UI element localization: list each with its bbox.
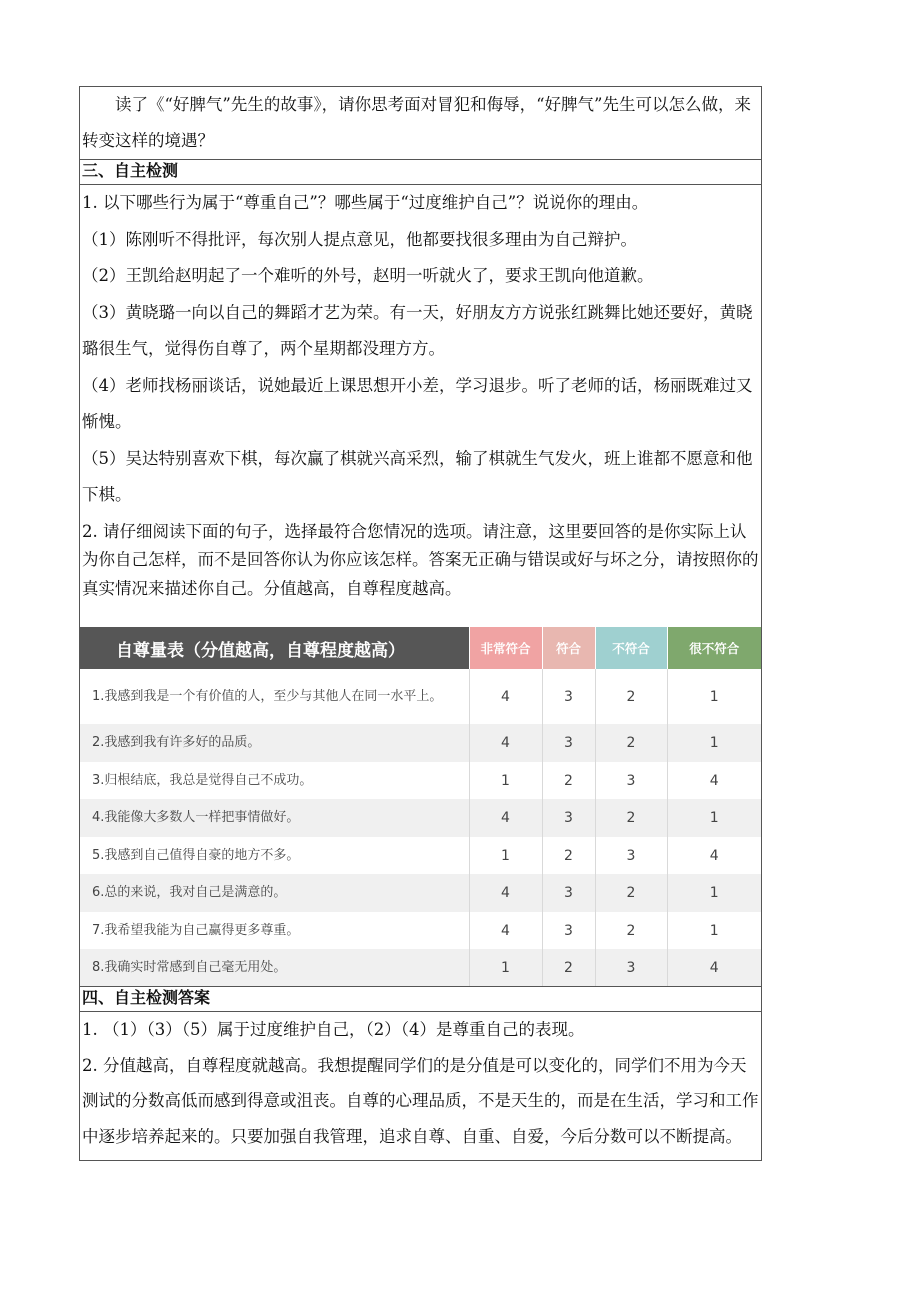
table-row — [80, 669, 761, 724]
section3-heading: 三、自主检测 — [82, 161, 179, 180]
col-header-disagree: 不符合 — [595, 627, 667, 669]
score-cell: 4 — [469, 799, 542, 837]
score-cell: 4 — [469, 724, 542, 762]
col-header-very-disagree: 很不符合 — [667, 627, 761, 669]
score-cell: 1 — [667, 669, 761, 724]
score-cell: 4 — [469, 874, 542, 912]
score-cell: 3 — [542, 724, 595, 762]
q1-item-2: （2）王凯给赵明起了一个难听的外号，赵明一听就火了，要求王凯向他道歉。 — [82, 266, 654, 285]
score-cell: 2 — [595, 912, 667, 949]
score-cell: 3 — [542, 912, 595, 949]
table-row — [80, 912, 761, 949]
table-row — [80, 837, 761, 874]
self-esteem-scale-table — [80, 627, 761, 986]
col-header-very-agree: 非常符合 — [469, 627, 542, 669]
section4-heading-row — [80, 987, 761, 1012]
table-row — [80, 874, 761, 912]
score-cell: 2 — [595, 874, 667, 912]
scale-title: 自尊量表（分值越高，自尊程度越高） — [80, 627, 469, 669]
scale-item: 1.我感到我是一个有价值的人，至少与其他人在同一水平上。 — [80, 669, 469, 724]
answer-1: 1. （1）（3）（5）属于过度维护自己，（2）（4）是尊重自己的表现。 — [82, 1020, 585, 1039]
scale-item: 2.我感到我有许多好的品质。 — [80, 724, 469, 762]
score-cell: 3 — [595, 762, 667, 799]
score-cell: 4 — [667, 762, 761, 799]
scale-item: 4.我能像大多数人一样把事情做好。 — [80, 799, 469, 837]
score-cell: 4 — [469, 669, 542, 724]
q1-item-5: （5）吴达特别喜欢下棋，每次赢了棋就兴高采烈，输了棋就生气发火，班上谁都不愿意和他下棋。 — [82, 448, 753, 504]
intro-question-row — [80, 87, 761, 160]
q1-stem: 1. 以下哪些行为属于“尊重自己”？哪些属于“过度维护自己”？说说你的理由。 — [82, 193, 649, 212]
q1-item-1: （1）陈刚听不得批评，每次别人提点意见，他都要找很多理由为自己辩护。 — [82, 229, 637, 249]
col-header-agree: 符合 — [542, 627, 595, 669]
score-cell: 4 — [469, 912, 542, 949]
scale-item: 7.我希望我能为自己赢得更多尊重。 — [80, 912, 469, 949]
score-cell: 1 — [667, 799, 761, 837]
score-cell: 4 — [667, 837, 761, 874]
table-row — [80, 799, 761, 837]
section4-body — [80, 1012, 761, 1160]
score-cell: 2 — [595, 724, 667, 762]
score-cell: 2 — [542, 837, 595, 874]
q2-stem: 2. 请仔细阅读下面的句子，选择最符合您情况的选项。请注意，这里要回答的是你实际上认为你自己怎样，而不是回答你认为你应该怎样。答案无正确与错误或好与坏之分，请按照你的真实情况来描述你自己。分值越高，自尊程度越高。 — [82, 521, 759, 598]
worksheet — [79, 86, 762, 1161]
score-cell: 4 — [667, 949, 761, 986]
section3-heading-row — [80, 160, 761, 185]
q1-item-4: （4）老师找杨丽谈话，说她最近上课思想开小差，学习退步。听了老师的话，杨丽既难过又惭愧。 — [82, 375, 753, 431]
score-cell: 2 — [542, 762, 595, 799]
score-cell: 1 — [469, 762, 542, 799]
score-cell: 3 — [542, 669, 595, 724]
score-cell: 2 — [595, 669, 667, 724]
score-cell: 2 — [595, 799, 667, 837]
score-cell: 1 — [469, 949, 542, 986]
table-row — [80, 949, 761, 986]
score-cell: 3 — [595, 949, 667, 986]
score-cell: 1 — [469, 837, 542, 874]
scale-item: 6.总的来说，我对自己是满意的。 — [80, 874, 469, 912]
score-cell: 3 — [595, 837, 667, 874]
score-cell: 3 — [542, 799, 595, 837]
scale-item: 8.我确实时常感到自己毫无用处。 — [80, 949, 469, 986]
table-row — [80, 762, 761, 799]
score-cell: 2 — [542, 949, 595, 986]
spacer — [80, 603, 761, 627]
table-row — [80, 724, 761, 762]
score-cell: 1 — [667, 874, 761, 912]
answer-2: 2. 分值越高，自尊程度就越高。我想提醒同学们的是分值是可以变化的，同学们不用为今天测试的分数高低而感到得意或沮丧。自尊的心理品质，不是天生的，而是在生活，学习和工作中逐步培养起来的。只要加强自我管理，追求自尊、自重、自爱，今后分数可以不断提高。 — [82, 1055, 759, 1146]
section4-heading: 四、自主检测答案 — [82, 988, 211, 1007]
scale-item: 3.归根结底，我总是觉得自己不成功。 — [80, 762, 469, 799]
scale-item: 5.我感到自己值得自豪的地方不多。 — [80, 837, 469, 874]
section3-body — [80, 185, 761, 987]
q1-item-3: （3）黄晓璐一向以自己的舞蹈才艺为荣。有一天，好朋友方方说张红跳舞比她还要好，黄晓璐很生气，觉得伤自尊了，两个星期都没理方方。 — [82, 302, 753, 358]
score-cell: 1 — [667, 912, 761, 949]
intro-question: 读了《“好脾气”先生的故事》，请你思考面对冒犯和侮辱，“好脾气”先生可以怎么做，来转变这样的境遇？ — [82, 95, 751, 150]
scale-header-row — [80, 627, 761, 669]
score-cell: 3 — [542, 874, 595, 912]
score-cell: 1 — [667, 724, 761, 762]
